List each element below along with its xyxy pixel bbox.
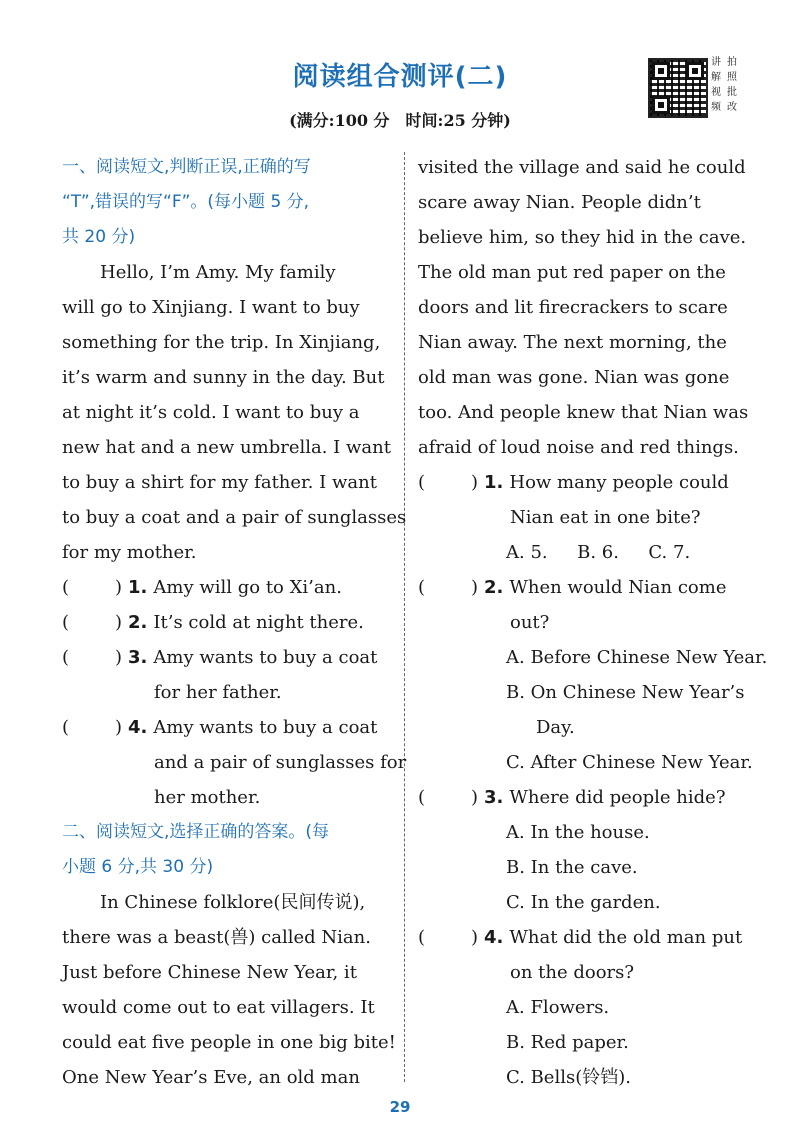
passage2-line: believe him, so they hid in the cave. <box>418 227 747 248</box>
answer-blank[interactable]: ( ) <box>418 787 478 808</box>
option[interactable]: C. Bells(铃铛). <box>506 1067 631 1088</box>
passage1-line: something for the trip. In Xinjiang, <box>62 332 381 353</box>
mc-question-1: ( ) 1. How many people could <box>418 465 743 500</box>
mc-question-2: ( ) 2. When would Nian come <box>418 570 743 605</box>
question-line: on the doors? <box>510 962 635 983</box>
passage2-line: would come out to eat villagers. It <box>62 997 375 1018</box>
question-line: out? <box>510 612 550 633</box>
answer-blank[interactable]: ( ) <box>62 577 122 598</box>
option[interactable]: C. After Chinese New Year. <box>506 752 753 773</box>
option-continuation: Day. <box>536 717 575 738</box>
passage2-line: scare away Nian. People didn’t <box>418 192 701 213</box>
tf-question-3: ( ) 3. Amy wants to buy a coat <box>62 640 392 675</box>
answer-blank[interactable]: ( ) <box>418 472 478 493</box>
column-divider <box>404 152 405 1082</box>
section1-heading: “T”,错误的写“F”。(每小题 5 分, <box>62 192 310 212</box>
qr-code[interactable] <box>648 58 708 118</box>
score-time-info: (满分:100 分 时间:25 分钟) <box>289 111 511 130</box>
passage2-line: The old man put red paper on the <box>418 262 726 283</box>
option[interactable]: A. Flowers. <box>506 997 610 1018</box>
qr-caption: 讲 拍 解 照 视 批 频 改 <box>711 57 737 113</box>
passage1-line: new hat and a new umbrella. I want <box>62 437 391 458</box>
tf-question-2: ( ) 2. It’s cold at night there. <box>62 605 392 640</box>
answer-blank[interactable]: ( ) <box>62 647 122 668</box>
option[interactable]: B. In the cave. <box>506 857 638 878</box>
passage2-line: old man was gone. Nian was gone <box>418 367 730 388</box>
passage2-line: Just before Chinese New Year, it <box>62 962 357 983</box>
passage2-line: could eat five people in one big bite! <box>62 1032 396 1053</box>
passage1-line: Hello, I’m Amy. My family <box>100 262 336 283</box>
answer-blank[interactable]: ( ) <box>62 612 122 633</box>
tf-question-1: ( ) 1. Amy will go to Xi’an. <box>62 570 392 605</box>
section2-heading: 小题 6 分,共 30 分) <box>62 857 214 877</box>
passage2-line: doors and lit firecrackers to scare <box>418 297 728 318</box>
option-row <box>418 535 743 570</box>
option[interactable]: B. 6. <box>577 542 619 563</box>
passage2-line: One New Year’s Eve, an old man <box>62 1067 360 1088</box>
section2-heading: 二、阅读短文,选择正确的答案。(每 <box>62 822 330 842</box>
passage1-line: will go to Xinjiang. I want to buy <box>62 297 360 318</box>
tf-question-4: ( ) 4. Amy wants to buy a coat <box>62 710 392 745</box>
passage2-line: Nian away. The next morning, the <box>418 332 727 353</box>
page-number: 29 <box>389 1098 411 1116</box>
passage2-line: visited the village and said he could <box>418 157 746 178</box>
passage2-line: there was a beast(兽) called Nian. <box>62 927 371 948</box>
option[interactable]: A. In the house. <box>506 822 650 843</box>
answer-blank[interactable]: ( ) <box>62 717 122 738</box>
question-line: and a pair of sunglasses for <box>154 752 407 773</box>
passage1-line: for my mother. <box>62 542 197 563</box>
option[interactable]: A. 5. <box>506 542 548 563</box>
page-title: 阅读组合测评(二) <box>292 62 508 92</box>
passage2-line: In Chinese folklore(民间传说), <box>100 892 366 913</box>
option[interactable]: C. 7. <box>648 542 691 563</box>
section1-heading: 共 20 分) <box>62 227 136 247</box>
question-line: Nian eat in one bite? <box>510 507 701 528</box>
question-line: her mother. <box>154 787 261 808</box>
passage1-line: it’s warm and sunny in the day. But <box>62 367 385 388</box>
mc-question-4: ( ) 4. What did the old man put <box>418 920 743 955</box>
passage1-line: at night it’s cold. I want to buy a <box>62 402 360 423</box>
question-line: for her father. <box>154 682 282 703</box>
mc-question-3: ( ) 3. Where did people hide? <box>418 780 743 815</box>
answer-blank[interactable]: ( ) <box>418 577 478 598</box>
section1-heading: 一、阅读短文,判断正误,正确的写 <box>62 157 311 177</box>
option[interactable]: B. On Chinese New Year’s <box>506 682 745 703</box>
answer-blank[interactable]: ( ) <box>418 927 478 948</box>
passage2-line: too. And people knew that Nian was <box>418 402 749 423</box>
left-column <box>62 150 407 1095</box>
option[interactable]: C. In the garden. <box>506 892 661 913</box>
passage2-line: afraid of loud noise and red things. <box>418 437 739 458</box>
passage1-line: to buy a shirt for my father. I want <box>62 472 377 493</box>
passage1-line: to buy a coat and a pair of sunglasses <box>62 507 407 528</box>
option[interactable]: B. Red paper. <box>506 1032 629 1053</box>
option[interactable]: A. Before Chinese New Year. <box>506 647 768 668</box>
right-column <box>418 150 768 1095</box>
